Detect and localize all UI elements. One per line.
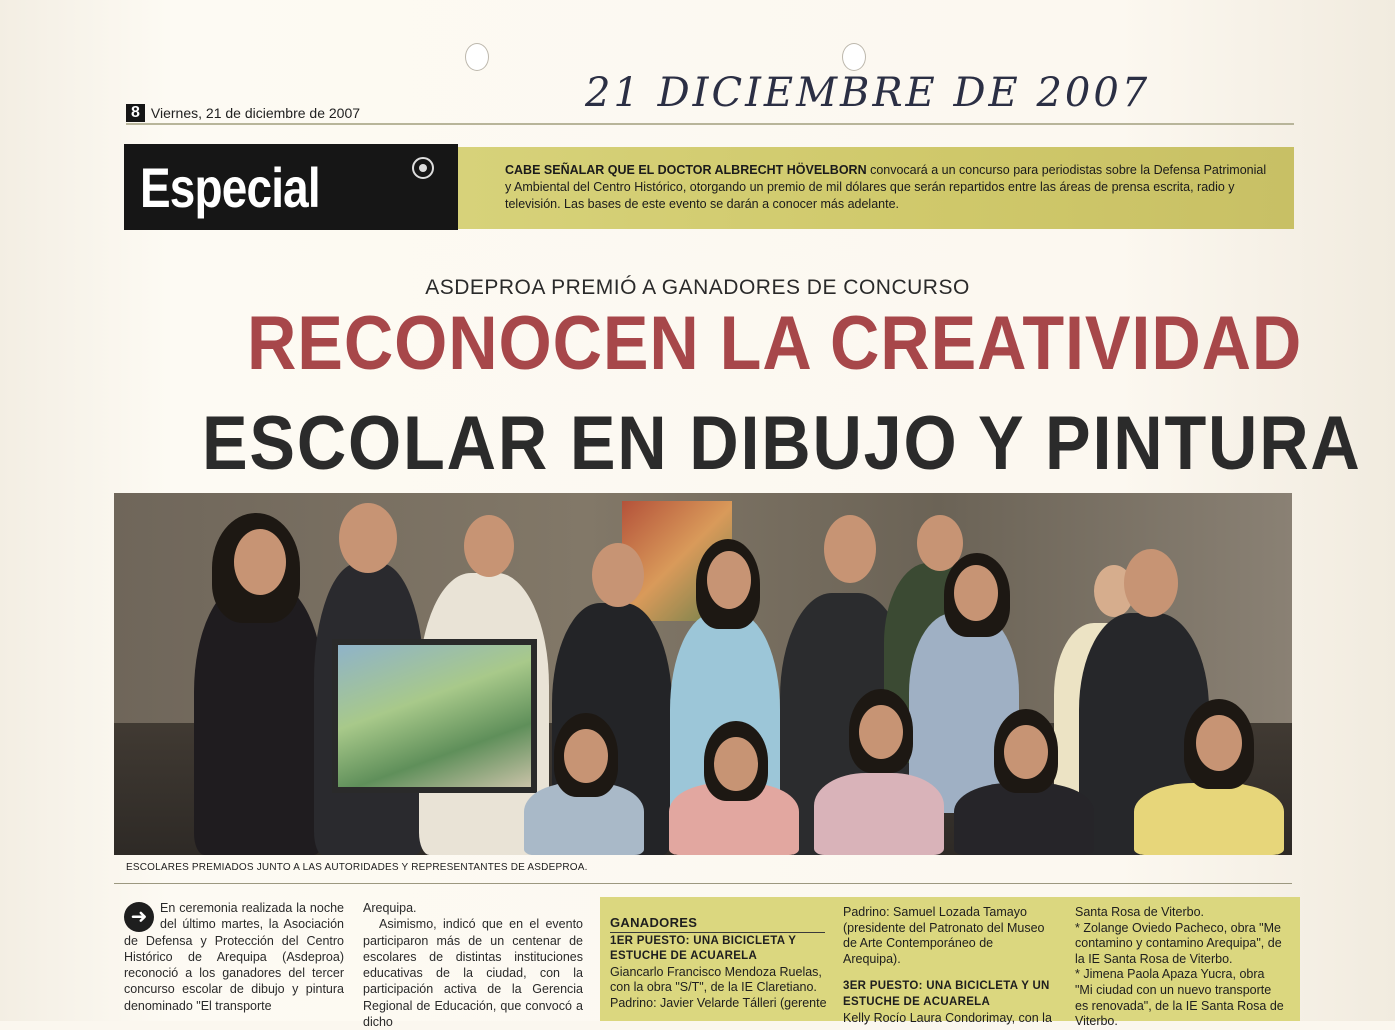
- winners-text: * Zolange Oviedo Pacheco, obra "Me contamino y contamino Arequipa", de la IE Santa Rosa de Viterbo.: [1075, 920, 1282, 966]
- photo-caption: ESCOLARES PREMIADOS JUNTO A LAS AUTORIDADES Y REPRESENTANTES DE ASDEPROA.: [126, 862, 588, 873]
- winners-column-1: [610, 915, 830, 1012]
- section-title: Especial: [140, 156, 320, 219]
- notice-body: convocará a un concurso para periodistas sobre la Defensa Patrimonial y Ambiental del Centro Histórico, otorgando un premio de mil dólares que serán repartidos entre las áreas de prensa escrita, radio y televisión. Las bases de este evento se darán a conocer más adelante.: [505, 163, 1267, 211]
- person-face: [1004, 725, 1048, 779]
- page-number: 8: [126, 104, 145, 122]
- third-prize-title: 3ER PUESTO: UNA BICICLETA Y UN ESTUCHE DE ACUARELA: [843, 980, 1050, 1008]
- first-prize-text: Giancarlo Francisco Mendoza Ruelas, con la obra "S/T", de la IE Claretiano. Padrino: Javier Velarde Tálleri (gerente: [610, 964, 827, 1010]
- issue-date: Viernes, 21 de diciembre de 2007: [150, 105, 361, 121]
- person-face: [592, 543, 644, 607]
- winners-text: Santa Rosa de Viterbo.: [1075, 905, 1205, 919]
- person-face: [464, 515, 514, 577]
- divider: [114, 883, 1292, 884]
- winners-text: Padrino: Samuel Lozada Tamayo (presidente del Patronato del Museo de Arte Contemporáneo de Arequipa).: [843, 905, 1045, 966]
- article-column-1: [124, 900, 344, 1014]
- target-icon: [412, 157, 434, 179]
- article-kicker: ASDEPROA PREMIÓ A GANADORES DE CONCURSO: [425, 276, 970, 299]
- group-photo: [114, 493, 1292, 855]
- notice-text: [505, 162, 1270, 213]
- person-face: [234, 529, 286, 595]
- person: [1134, 783, 1284, 855]
- article-text: En ceremonia realizada la noche del último martes, la Asociación de Defensa y Protección del Centro Histórico de Arequipa (Asdeproa) reconoció a los ganadores del tercer concurso escolar de dibujo y pintura denominado "El transporte: [124, 901, 344, 1013]
- person: [954, 783, 1094, 855]
- winners-column-3: [1075, 905, 1285, 1030]
- person-face: [1124, 549, 1178, 617]
- person: [814, 773, 944, 855]
- arrow-right-icon: ➜: [124, 902, 154, 932]
- headline-line-2: ESCOLAR EN DIBUJO Y PINTURA: [202, 401, 1362, 486]
- person-face: [859, 705, 903, 759]
- headline-line-1: RECONOCEN LA CREATIVIDAD: [247, 301, 1303, 386]
- folio: [126, 104, 360, 122]
- person-face: [707, 551, 751, 609]
- person-face: [339, 503, 397, 573]
- person-face: [564, 729, 608, 783]
- person-face: [714, 737, 758, 791]
- article-column-2: [363, 900, 583, 1030]
- winners-column-2: [843, 905, 1053, 1026]
- article-text: Asimismo, indicó que en el evento participaron más de un centenar de escolares de distintas instituciones educativas de la ciudad, con la participación activa de la Gerencia Regional de Educación, que convocó a dicho: [363, 917, 583, 1030]
- article-text: Arequipa.: [363, 901, 417, 915]
- third-prize-text: Kelly Rocío Laura Condorimay, con la: [843, 1010, 1052, 1025]
- notice-lead: CABE SEÑALAR QUE EL DOCTOR ALBRECHT HÖVELBORN: [505, 163, 867, 177]
- binder-hole: [465, 43, 489, 71]
- divider: [610, 932, 825, 933]
- winners-heading: GANADORES: [610, 915, 698, 930]
- handwritten-date: 21 DICIEMBRE DE 2007: [585, 70, 1151, 116]
- binder-hole: [842, 43, 866, 71]
- award-artwork: [332, 639, 537, 793]
- person-face: [954, 565, 998, 621]
- first-prize-title: 1ER PUESTO: UNA BICICLETA Y ESTUCHE DE ACUARELA: [610, 934, 796, 963]
- winners-text: * Jimena Paola Apaza Yucra, obra "Mi ciudad con un nuevo transporte es renovada", de la IE Santa Rosa de Viterbo.: [1075, 967, 1284, 1029]
- divider: [126, 123, 1294, 125]
- person-face: [824, 515, 876, 583]
- person: [194, 583, 324, 855]
- person-face: [1196, 715, 1242, 771]
